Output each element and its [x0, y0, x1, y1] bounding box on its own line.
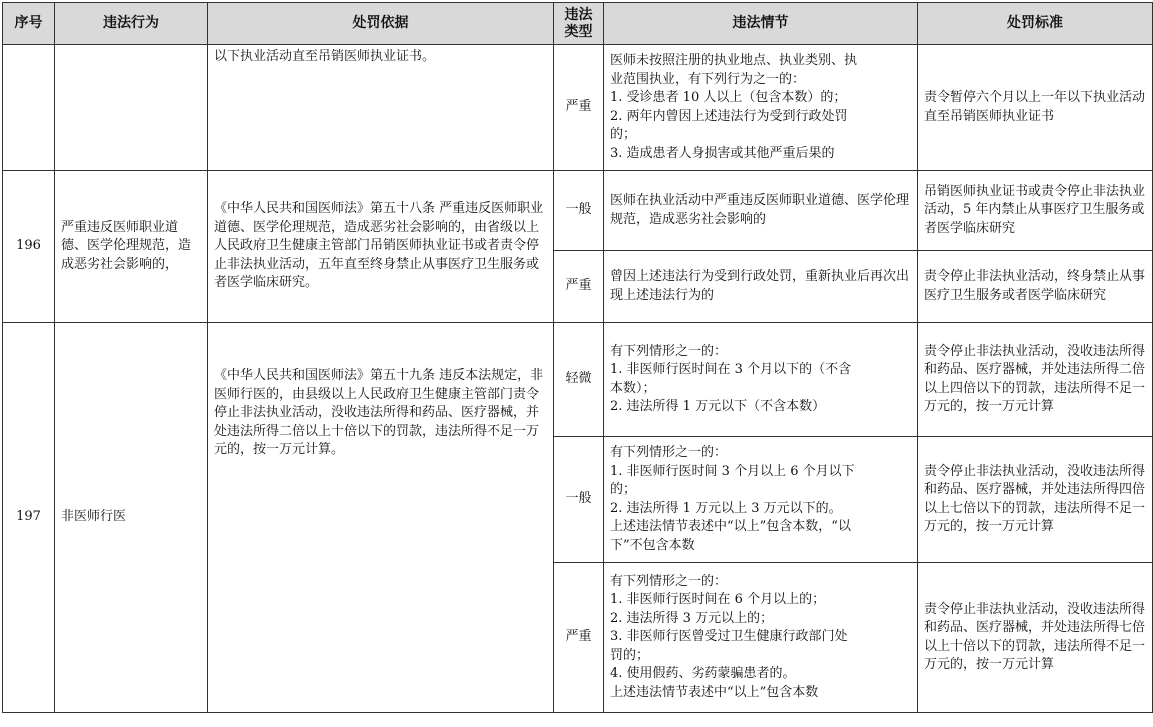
circumstance-cell	[604, 437, 918, 563]
type-cell: 一般	[554, 171, 604, 251]
circumstance-cell: 曾因上述违法行为受到行政处罚，重新执业后再次出现上述违法行为的	[604, 251, 918, 323]
circumstance-line: 的；	[610, 482, 637, 497]
circumstance-line: 4. 使用假药、劣药蒙骗患者的。	[610, 666, 796, 682]
circumstance-cell	[604, 323, 918, 437]
circumstance-line: 业范围执业，有下列行为之一的：	[610, 71, 806, 87]
header-type: 违法类型	[554, 3, 604, 45]
circumstance-line: 2. 违法所得 1 万元以下（不含本数）	[610, 399, 826, 414]
basis-cell: 以下执业活动直至吊销医师执业证书。	[208, 45, 554, 171]
circumstance-line: 2. 违法所得 1 万元以上 3 万元以下的。	[610, 500, 842, 516]
circumstance-line: 1. 非医师行医时间 3 个月以上 6 个月以下	[610, 463, 855, 479]
circumstance-line: 的；	[610, 127, 637, 142]
circumstance-line: 上述违法情节表述中“以上”包含本数，“以	[610, 519, 851, 534]
seq-cell	[3, 45, 55, 171]
header-seq: 序号	[3, 3, 55, 45]
type-cell: 严重	[554, 251, 604, 323]
circumstance-line: 医师未按照注册的执业地点、执业类别、执	[610, 53, 858, 68]
circumstance-line: 3. 造成患者人身损害或其他严重后果的	[610, 145, 835, 161]
circumstance-cell	[604, 563, 918, 713]
circumstance-line: 有下列情形之一的：	[610, 343, 728, 359]
standard-cell: 责令停止非法执业活动，没收违法所得和药品、医疗器械，并处违法所得七倍以上十倍以下的罚款，违法所得不足一万元的，按一万元计算	[918, 563, 1153, 713]
type-cell: 轻微	[554, 323, 604, 437]
header-basis: 处罚依据	[208, 3, 554, 45]
type-cell: 严重	[554, 563, 604, 713]
standard-cell: 责令停止非法执业活动，没收违法所得和药品、医疗器械，并处违法所得四倍以上七倍以下的罚款，违法所得不足一万元的，按一万元计算	[918, 437, 1153, 563]
header-standard: 处罚标准	[918, 3, 1153, 45]
violation-cell: 非医师行医	[55, 323, 208, 713]
circumstance-line: 有下列情形之一的：	[610, 573, 728, 589]
basis-cell: 《中华人民共和国医师法》第五十八条 严重违反医师职业道德、医学伦理规范，造成恶劣社会影响的，由省级以上人民政府卫生健康主管部门吊销医师执业证书或者责令停止非法执业活动，五年直至终身禁止从事医疗卫生服务或者医学临床研究。	[208, 171, 554, 323]
standard-cell: 责令停止非法执业活动，没收违法所得和药品、医疗器械，并处违法所得二倍以上四倍以下的罚款，违法所得不足一万元的，按一万元计算	[918, 323, 1153, 437]
penalty-table	[2, 2, 1153, 713]
circumstance-line: 有下列情形之一的：	[610, 445, 728, 460]
seq-cell: 197	[3, 323, 55, 713]
seq-cell: 196	[3, 171, 55, 323]
table-row	[3, 323, 1153, 437]
circumstance-line: 3. 非医师行医曾受过卫生健康行政部门处	[610, 629, 848, 645]
circumstance-line: 1. 非医师行医时间在 3 个月以下的（不含	[610, 362, 852, 377]
violation-cell	[55, 45, 208, 171]
circumstance-cell	[604, 45, 918, 171]
table-row	[3, 45, 1153, 171]
circumstance-line: 下”不包含本数	[610, 537, 695, 553]
violation-cell: 严重违反医师职业道德、医学伦理规范，造成恶劣社会影响的，	[55, 171, 208, 323]
circumstance-line: 2. 违法所得 3 万元以上的；	[610, 610, 774, 626]
standard-cell: 吊销医师执业证书或责令停止非法执业活动，5 年内禁止从事医疗卫生服务或者医学临床研究	[918, 171, 1153, 251]
circumstance-line: 1. 非医师行医时间在 6 个月以上的；	[610, 592, 826, 608]
circumstance-line: 罚的；	[610, 647, 650, 663]
circumstance-line: 上述违法情节表述中“以上”包含本数	[610, 684, 819, 700]
standard-cell: 责令暂停六个月以上一年以下执业活动直至吊销医师执业证书	[918, 45, 1153, 171]
basis-cell: 《中华人民共和国医师法》第五十九条 违反本法规定，非医师行医的，由县级以上人民政府卫生健康主管部门责令停止非法执业活动，没收违法所得和药品、医疗器械，并处违法所得二倍以上十倍以下的罚款，违法所得不足一万元的，按一万元计算。	[208, 323, 554, 713]
table-row	[3, 171, 1153, 251]
header-row	[3, 3, 1153, 45]
circumstance-line: 1. 受诊患者 10 人以上（包含本数）的；	[610, 90, 847, 105]
header-circumstance: 违法情节	[604, 3, 918, 45]
type-cell: 一般	[554, 437, 604, 563]
header-violation: 违法行为	[55, 3, 208, 45]
circumstance-line: 本数）；	[610, 380, 656, 396]
circumstance-cell: 医师在执业活动中严重违反医师职业道德、医学伦理规范，造成恶劣社会影响的	[604, 171, 918, 251]
type-cell: 严重	[554, 45, 604, 171]
standard-cell: 责令停止非法执业活动，终身禁止从事医疗卫生服务或者医学临床研究	[918, 251, 1153, 323]
circumstance-line: 2. 两年内曾因上述违法行为受到行政处罚	[610, 108, 848, 124]
